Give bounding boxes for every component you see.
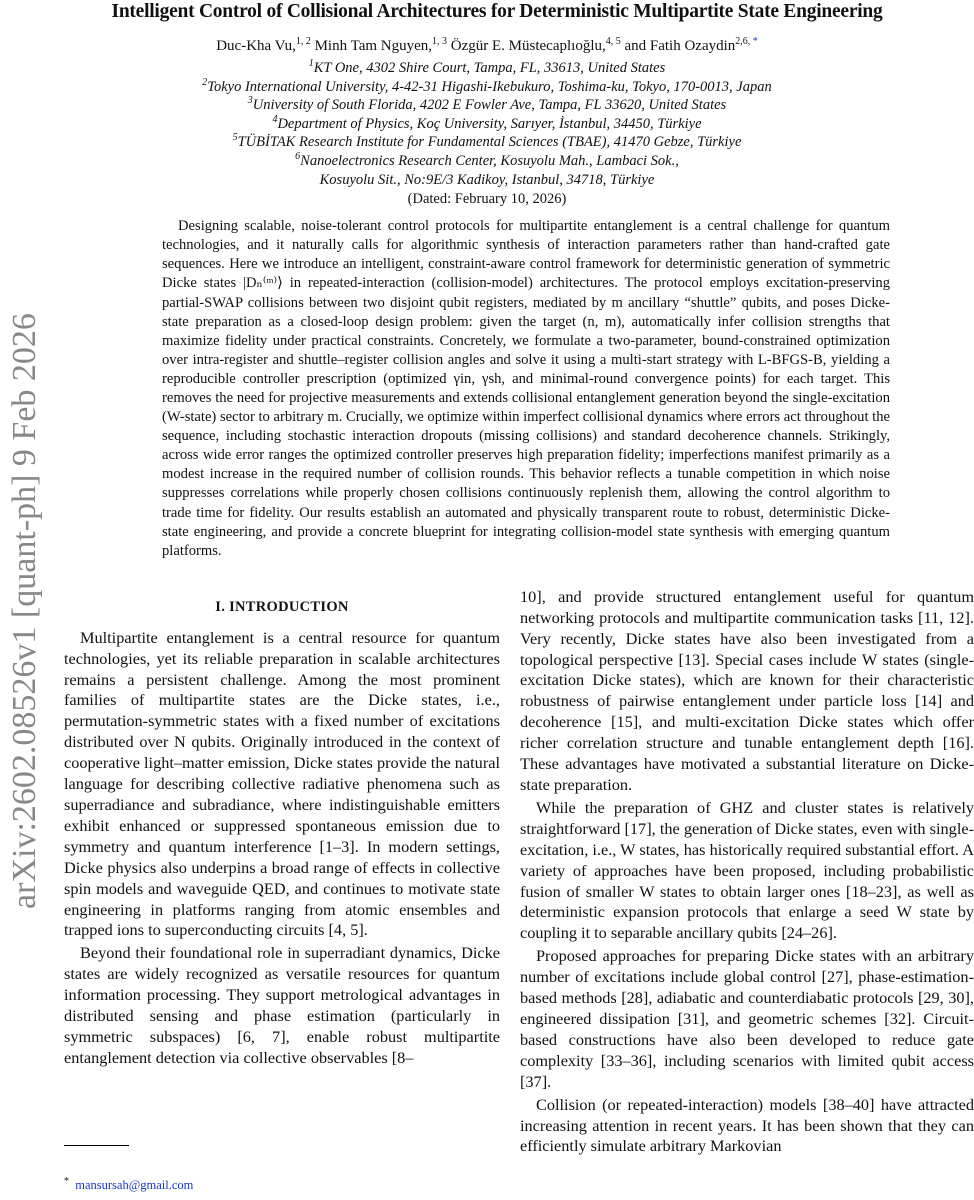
affiliations: [0, 59, 974, 189]
paragraph: While the preparation of GHZ and cluster states is relatively straightforward [17], the generation of Dicke states, even with single-excitation, i.e., W states, has historically required substantial effort. A variety of approaches have been proposed, including probabilistic fusion of smaller W states to obtain larger ones [18–23], as well as deterministic expansion protocols that enlarge a seed W state by coupling it to separable ancillary qubits [24–26].: [520, 797, 974, 943]
paragraph: Multipartite entanglement is a central resource for quantum technologies, yet its reliable preparation in scalable architectures remains a persistent challenge. Among the most prominent families of multipartite states are the Dicke states, i.e., permutation-symmetric states with a fixed number of excitations distributed over N qubits. Originally introduced in the context of cooperative light–matter emission, Dicke states provide the natural language for describing collective radiative phenomena such as superradiance and subradiance, where indistinguishable emitters exhibit enhanced or suppressed spontaneous emission due to symmetry and quantum interference [1–3]. In modern settings, Dicke physics also underpins a broad range of effects in collective spin models and waveguide QED, and continues to motivate state engineering in platforms ranging from atomic ensembles and trapped ions to superconducting circuits [4, 5].: [64, 627, 500, 940]
affil-text: Department of Physics, Koç University, Sarıyer, İstanbul, 34450, Türkiye: [277, 115, 702, 132]
affil-number: 2: [202, 76, 208, 88]
author-name: Özgür E. Müstecaplıoğlu,: [447, 38, 606, 54]
affil-text: TÜBİTAK Research Institute for Fundamental Sciences (TBAE), 41470 Gebze, Türkiye: [237, 134, 742, 151]
author-affil: 1, 2: [295, 36, 311, 47]
affiliation: [0, 133, 974, 152]
author-name: Minh Tam Nguyen,: [310, 38, 433, 54]
affiliation: [0, 78, 974, 97]
footnote: [64, 1175, 194, 1193]
author: [447, 38, 621, 54]
affiliation: [0, 59, 974, 78]
paragraph: Collision (or repeated-interaction) models [38–40] have attracted increasing attention in recent years. It has been shown that they can efficiently simulate arbitrary Markovian: [520, 1094, 974, 1156]
right-column: [520, 587, 974, 1157]
paragraph: Proposed approaches for preparing Dicke states with an arbitrary number of excitations include global control [27], phase-estimation-based methods [28], adiabatic and counterdiabatic protocols [29, 30], engineered dissipation [31], and geometric schemes [32]. Circuit-based constructions have also been developed to reduce gate complexity [33–36], including scenarios with limited qubit access [37].: [520, 946, 974, 1091]
affil-number: 6: [295, 151, 301, 163]
author-affil: 1, 3: [432, 36, 448, 47]
author-name: Duc-Kha Vu,: [216, 38, 296, 54]
affil-text: University of South Florida, 4202 E Fowler Ave, Tampa, FL 33620, United States: [252, 97, 727, 114]
section-heading: I. INTRODUCTION: [215, 598, 349, 615]
affiliation: [0, 96, 974, 115]
affiliation: [0, 115, 974, 134]
paper-title: Intelligent Control of Collisional Architectures for Deterministic Multipartite State Engineering: [111, 1, 883, 22]
author-name: and Fatih Ozaydin: [620, 38, 736, 54]
corresponding-author-link[interactable]: *: [752, 36, 758, 47]
affil-number: 5: [232, 132, 238, 144]
author: [216, 38, 311, 54]
affil-number: 4: [272, 113, 278, 125]
affil-text: Nanoelectronics Research Center, Kosuyolu Mah., Lambaci Sok.,: [300, 152, 679, 169]
arxiv-identifier: arXiv:2602.08526v1 [quant-ph] 9 Feb 2026: [6, 313, 43, 909]
paragraph: Beyond their foundational role in superradiant dynamics, Dicke states are widely recognized as versatile resources for quantum information processing. They support metrological advantages in distributed sensing and phase estimation (particularly in symmetric subspaces) [6, 7], enable robust multipartite entanglement detection via collective observables [8–: [64, 943, 500, 1067]
paragraph: 10], and provide structured entanglement useful for quantum networking protocols and multipartite communication tasks [11, 12]. Very recently, Dicke states have also been investigated from a topological perspective [13]. Special cases include W states (single-excitation Dicke states), which are known for their characteristic robustness of pairwise entanglement under particle loss [14] and decoherence [15], and multi-excitation Dicke states which offer richer correlation structure and tunable entanglement depth [16]. These advantages have motivated a substantial literature on Dicke-state preparation.: [520, 586, 974, 794]
affiliation: [0, 171, 974, 190]
affil-number: 1: [308, 58, 314, 70]
author: [311, 38, 447, 54]
affil-text: KT One, 4302 Shire Court, Tampa, FL, 33613, United States: [313, 60, 666, 76]
date-line: (Dated: February 10, 2026): [407, 191, 567, 208]
affiliation: [0, 152, 974, 171]
affil-number: 3: [247, 95, 253, 107]
author-list: [0, 36, 974, 56]
affil-text: Kosuyolu Sit., No:9E/3 Kadikoy, Istanbul, 34718, Türkiye: [319, 171, 655, 188]
body-columns: [0, 587, 974, 1157]
footnote-mark: *: [64, 1175, 69, 1187]
author-affil: 4, 5: [605, 36, 621, 47]
author: [621, 38, 758, 54]
footnote-rule: [64, 1145, 129, 1146]
author-affil: 2,6,: [735, 36, 753, 47]
abstract: Designing scalable, noise-tolerant control protocols for multipartite entanglement is a central challenge for quantum technologies, and it naturally calls for algorithmic synthesis of interaction parameters rather than hand-crafted gate sequences. Here we introduce an intelligent, constraint-aware control framework for deterministic generation of symmetric Dicke states |Dₙ⁽ᵐ⁾⟩ in repeated-interaction (collision-model) architectures. The protocol employs excitation-preserving partial-SWAP collisions between two disjoint qubit registers, mediated by m ancillary “shuttle” qubits, and poses Dicke-state preparation as a closed-loop design problem: given the target (n, m), automatically infer collision strengths that maximize fidelity under practical constraints. Concretely, we formulate a two-parameter, bound-constrained optimization over intra-register and shuttle–register collision angles and solve it using a multi-start strategy with L-BFGS-B, yielding a reproducible controller prescription (optimized γin, γsh, and minimal-round convergence points) for each target. This removes the need for projective measurements and extends collisional entanglement generation beyond the single-excitation (W-state) sector to arbitrary m. Crucially, we optimize within imperfect collisional dynamics where errors act throughout the sequence, including stochastic interaction dropouts (missing collisions) and standard decoherence channels. Strikingly, across wide error ranges the optimized controller preserves high preparation fidelity; imperfections manifest primarily as a modest increase in the required number of collision rounds. This behavior reflects a tunable competition in which noise suppresses correlations while properly chosen collisions continuously replenish them, allowing the control algorithm to trade time for fidelity. Our results establish an automated and physically transparent route to robust, deterministic Dicke-state engineering, and provide a concrete blueprint for integrating collision-model state synthesis with emerging quantum platforms.: [162, 218, 890, 559]
left-column: [64, 587, 500, 1069]
affil-text: Tokyo International University, 4-42-31 Higashi-Ikebukuro, Toshima-ku, Tokyo, 170-0013, Japan: [207, 78, 772, 95]
email-link[interactable]: mansursah@gmail.com: [75, 1178, 194, 1192]
